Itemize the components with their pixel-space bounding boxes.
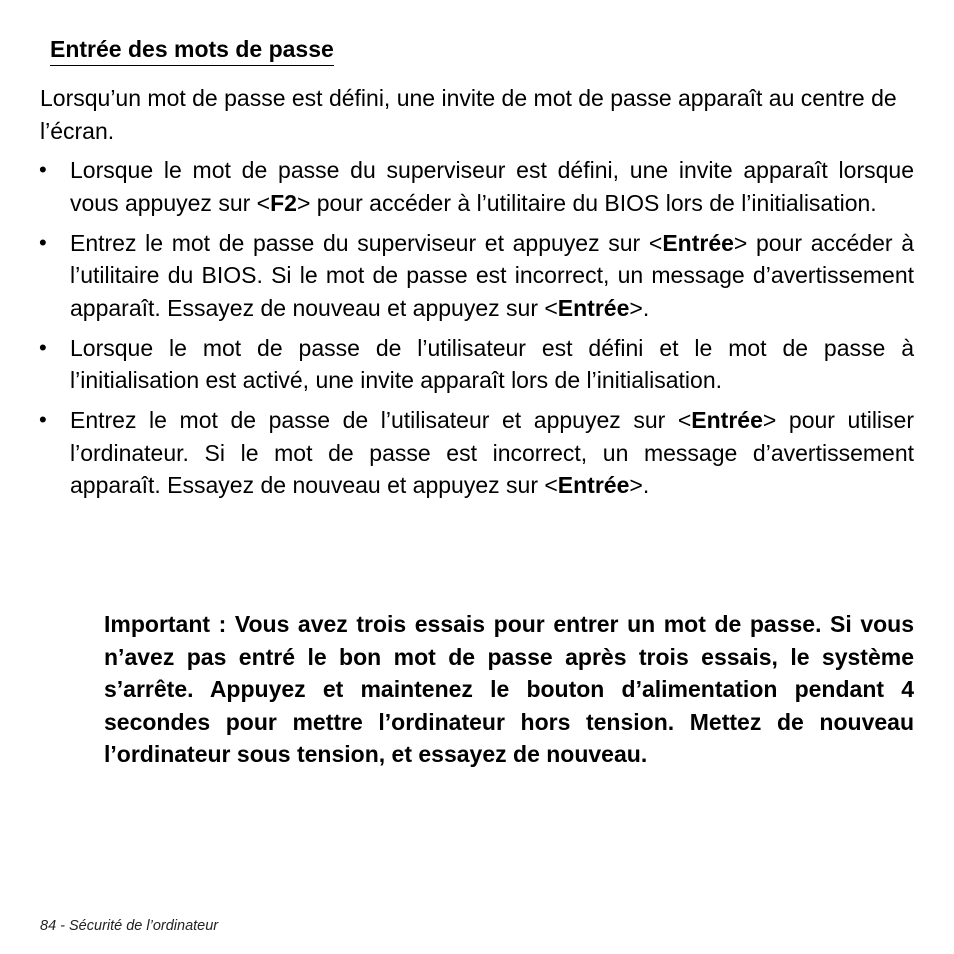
key-label: Entrée <box>557 294 630 321</box>
key-label: Entrée <box>691 407 763 433</box>
bullet-list <box>0 154 914 509</box>
key-label: Entrée <box>662 229 734 256</box>
bullet-icon: • <box>39 229 47 255</box>
bullet-icon: • <box>39 407 47 432</box>
list-item: • Entrez le mot de passe de l’utilisateur et appuyez sur <Entrée> pour utiliser l’ordinateur. Si le mot de passe est incorrect, un message d’avertissement apparaît. Essayez de nouveau et appuyez sur <Entrée>. <box>0 404 914 502</box>
important-note: Important : Vous avez trois essais pour entrer un mot de passe. Si vous n’avez pas entré le bon mot de passe après trois essais, le système s’arrête. Appuyez et maintenez le bouton d’alimentation pendant 4 secondes pour mettre l’ordinateur hors tension. Mettez de nouveau l’ordinateur sous tension, et essayez de nouveau. <box>104 611 914 767</box>
bullet-icon: • <box>39 334 47 360</box>
list-item: • Lorsque le mot de passe du superviseur est défini, une invite apparaît lorsque vous appuyez sur <F2> pour accéder à l’utilitaire du BIOS lors de l’initialisation. <box>0 154 914 219</box>
bullet-icon: • <box>39 157 47 182</box>
list-item: • Entrez le mot de passe du superviseur et appuyez sur <Entrée> pour accéder à l’utilitaire du BIOS. Si le mot de passe est incorrect, un message d’avertissement apparaît. Essayez de nouveau et appuyez sur <Entrée>. <box>0 227 914 325</box>
page-footer: 84 - Sécurité de l’ordinateur <box>40 918 219 934</box>
intro-paragraph: Lorsqu’un mot de passe est défini, une invite de mot de passe apparaît au centre de l’écran. <box>40 85 897 144</box>
key-label: F2 <box>270 189 297 216</box>
section-title: Entrée des mots de passe <box>50 34 334 66</box>
list-item: • Lorsque le mot de passe de l’utilisateur est défini et le mot de passe à l’initialisation est activé, une invite apparaît lors de l’initialisation. <box>0 332 914 397</box>
key-label: Entrée <box>557 472 630 498</box>
